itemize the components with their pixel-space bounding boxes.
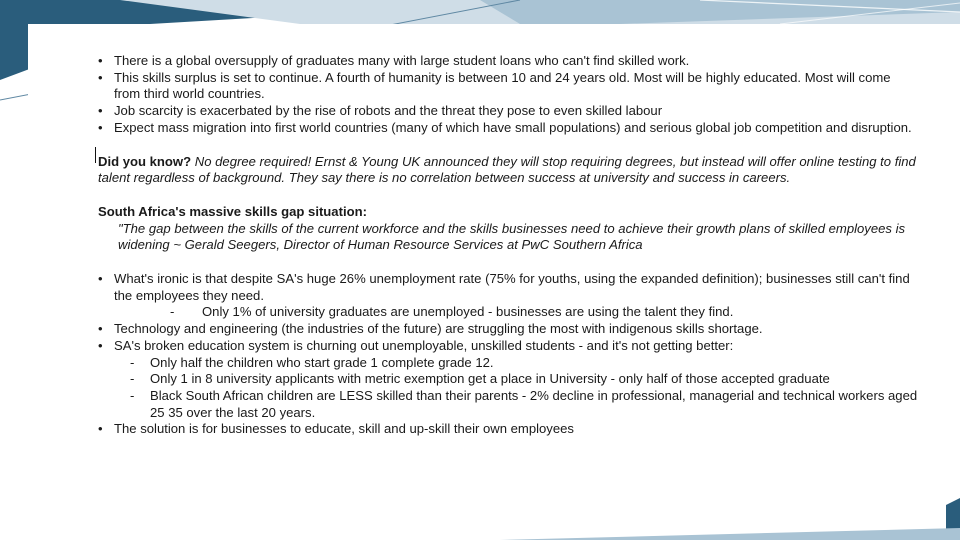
sa-heading: South Africa's massive skills gap situation:	[98, 203, 367, 219]
document-text	[98, 53, 918, 438]
list-item: • SA's broken education system is churning out unemployable, unskilled students - and it's not getting better:	[98, 338, 918, 355]
sub-list-item: - Only 1% of university graduates are unemployed - businesses are using the talent they find.	[98, 304, 918, 321]
list-item: • Expect mass migration into first world countries (many of which have small populations) and serious global job competition and disruption.	[98, 120, 918, 137]
list-item: • What's ironic is that despite SA's huge 26% unemployment rate (75% for youths, using the expanded definition); businesses still can't find the employees they need.	[98, 271, 918, 304]
sub-list-item: - Black South African children are LESS skilled than their parents - 2% decline in professional, managerial and technical workers aged 25 35 over the last 20 years.	[98, 388, 918, 421]
sa-quote: "The gap between the skills of the current workforce and the skills businesses need to achieve their growth plans of skilled employees is widening ~ Gerald Seegers, Director of Human Resource Services at PwC Southern Africa	[118, 220, 906, 253]
slide-content	[28, 24, 946, 528]
sub-list-item: - Only half the children who start grade 1 complete grade 12.	[98, 355, 918, 372]
sub-list-item: - Only 1 in 8 university applicants with metric exemption get a place in University - only half of those accepted graduate	[98, 371, 918, 388]
did-you-know-paragraph	[98, 154, 918, 187]
did-you-know-text: No degree required! Ernst & Young UK announced they will stop requiring degrees, but instead will offer online testing to find talent regardless of background. They say there is no correlation between success at university and success in careers.	[98, 153, 916, 186]
main-bullets	[98, 271, 918, 438]
list-item: • Job scarcity is exacerbated by the rise of robots and the threat they pose to even skilled labour	[98, 103, 918, 120]
did-you-know-label: Did you know?	[98, 153, 192, 169]
list-item: • This skills surplus is set to continue. A fourth of humanity is between 10 and 24 years old. Most will be highly educated. Most will come from third world countries.	[98, 70, 918, 103]
list-item: • The solution is for businesses to educate, skill and up-skill their own employees	[98, 421, 918, 438]
list-item: • Technology and engineering (the industries of the future) are struggling the most with indigenous skills shortage.	[98, 321, 918, 338]
list-item: • There is a global oversupply of graduates many with large student loans who can't find skilled work.	[98, 53, 918, 70]
text-cursor	[95, 147, 96, 163]
intro-bullets	[98, 53, 918, 137]
